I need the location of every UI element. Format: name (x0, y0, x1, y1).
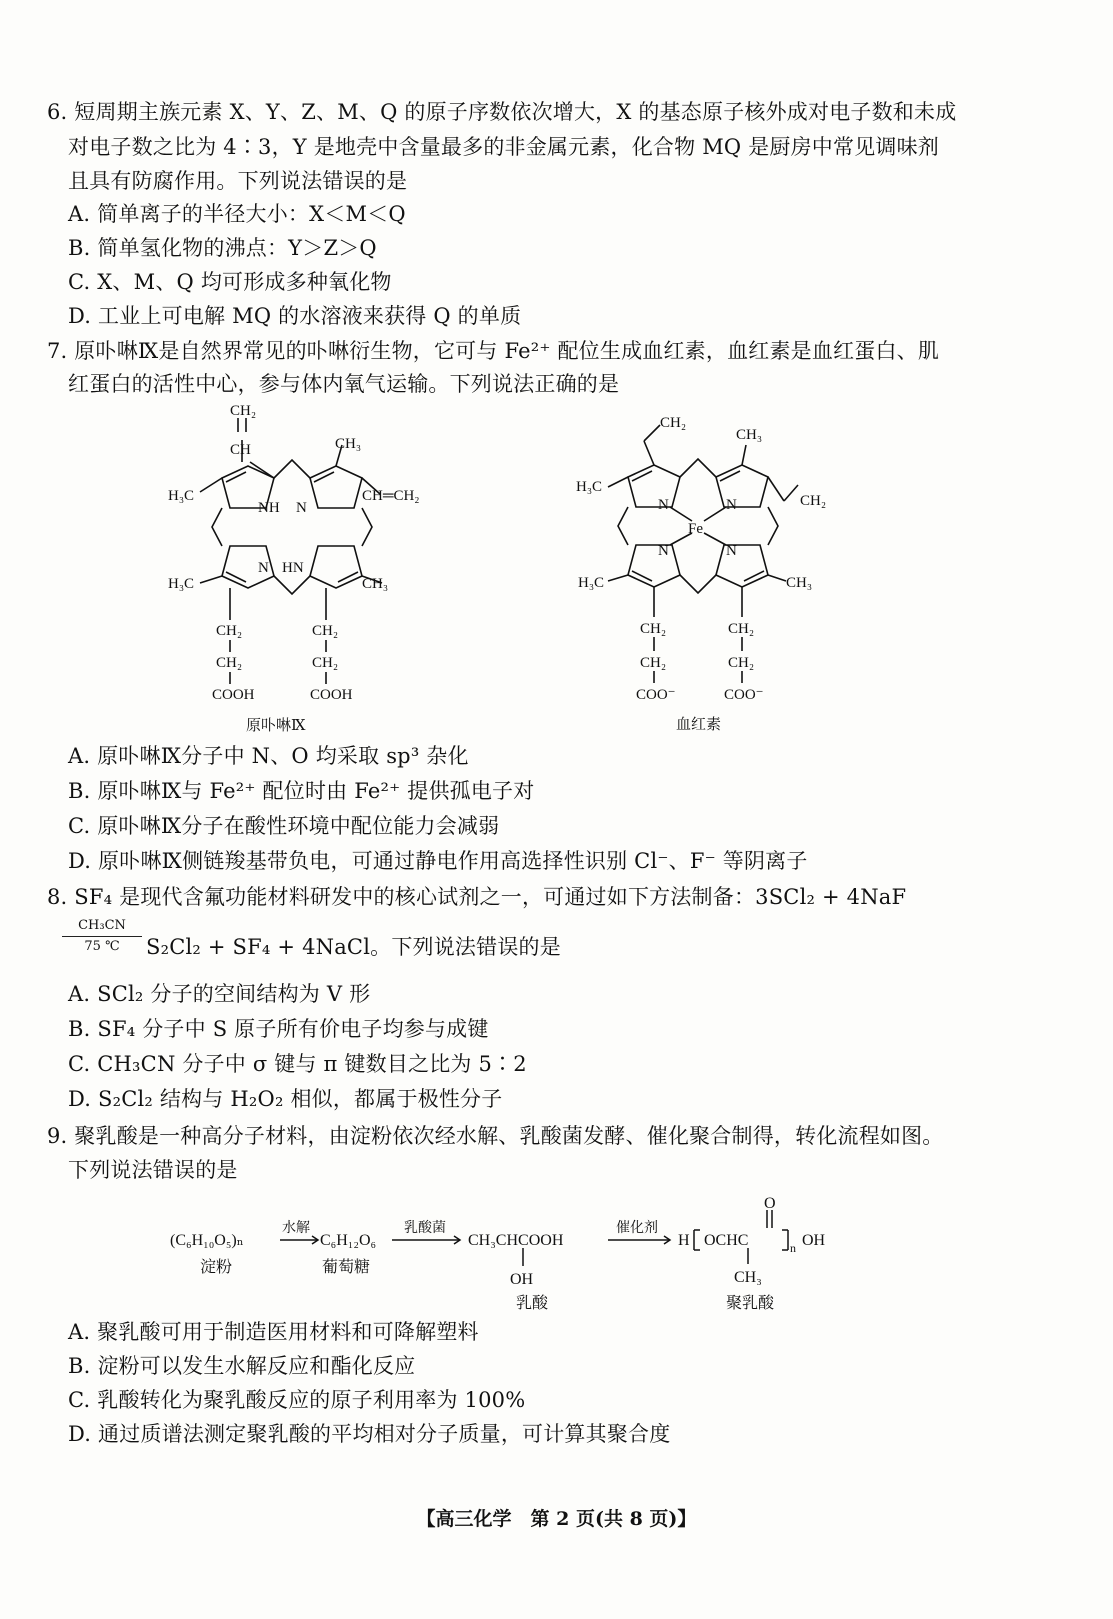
q8-stem-line-1: 8. SF₄ 是现代含氟功能材料研发中的核心试剂之一，可通过如下方法制备：3SCl₂ + 4NaF (47, 885, 907, 909)
heme-caption: 血红素 (676, 717, 722, 733)
heme-ch2-b2: CH₂ (728, 655, 755, 671)
q7-option-a: A. 原卟啉Ⅸ分子中 N、O 均采取 sp³ 杂化 (68, 744, 469, 768)
q9-stem-line-2: 下列说法错误的是 (68, 1158, 238, 1182)
pp-cooh-a: COOH (212, 687, 255, 703)
q7-option-d: D. 原卟啉Ⅸ侧链羧基带负电，可通过静电作用高选择性识别 Cl⁻、F⁻ 等阴离子 (68, 849, 808, 873)
pp-n-2: N (258, 560, 269, 576)
q8-option-d: D. S₂Cl₂ 结构与 H₂O₂ 相似，都属于极性分子 (68, 1087, 503, 1111)
pla-repeat-unit: OCHC (704, 1232, 749, 1249)
heme-ch2-b1: CH₂ (728, 621, 755, 637)
pp-ch2-a2: CH₂ (216, 655, 243, 671)
q8-reaction-condition (62, 918, 142, 955)
arrow-lactobacillus-label: 乳酸菌 (404, 1221, 446, 1236)
q9-option-a: A. 聚乳酸可用于制造医用材料和可降解塑料 (68, 1320, 479, 1344)
pp-ch3-top: CH₃ (335, 436, 362, 452)
q7-stem-line-1: 7. 原卟啉Ⅸ是自然界常见的卟啉衍生物，它可与 Fe²⁺ 配位生成血红素，血红素是血红蛋白、肌 (47, 339, 940, 363)
q8-option-c: C. CH₃CN 分子中 σ 键与 π 键数目之比为 5∶2 (68, 1052, 527, 1076)
heme-vinyl-top: CH₂ (660, 415, 687, 431)
q8-condition-bottom: 75 ℃ (84, 939, 120, 954)
q6-option-a: A. 简单离子的半径大小：X＜M＜Q (68, 202, 406, 226)
q6-stem-line-1: 6. 短周期主族元素 X、Y、Z、M、Q 的原子序数依次增大，X 的基态原子核外成对电子数和未成 (47, 100, 957, 124)
starch-name: 淀粉 (200, 1259, 233, 1276)
q9-option-c: C. 乳酸转化为聚乳酸反应的原子利用率为 100% (68, 1388, 526, 1412)
arrow-catalyst-label: 催化剂 (616, 1221, 658, 1236)
q8-option-b: B. SF₄ 分子中 S 原子所有价电子均参与成键 (68, 1017, 489, 1041)
q6-stem-line-3: 且具有防腐作用。下列说法错误的是 (68, 169, 408, 193)
lactic-acid-formula: CH₃CHCOOH (468, 1232, 564, 1249)
q6-stem-line-2: 对电子数之比为 4∶3，Y 是地壳中含量最多的非金属元素，化合物 MQ 是厨房中常见调味剂 (68, 135, 940, 159)
arrow-hydrolysis-label: 水解 (282, 1221, 310, 1236)
q8-stem-line-2: S₂Cl₂ + SF₄ + 4NaCl。下列说法错误的是 (146, 935, 561, 959)
pp-hn-2: HN (282, 560, 304, 576)
pla-ch3: CH₃ (734, 1269, 762, 1286)
heme-fe: Fe (688, 521, 703, 537)
q9-flow-diagram (170, 1190, 850, 1315)
starch-formula: (C₆H₁₀O₅)ₙ (170, 1232, 244, 1249)
q8-condition-top: CH₃CN (78, 918, 126, 933)
pp-top-ch: CH (230, 442, 251, 458)
pp-h3c-left-1: H₃C (168, 488, 195, 504)
q7-option-c: C. 原卟啉Ⅸ分子在酸性环境中配位能力会减弱 (68, 814, 500, 838)
heme-coo-b: COO⁻ (724, 687, 764, 703)
pp-ch3-right-2: CH₃ (362, 576, 389, 592)
pla-end-h: H (678, 1232, 690, 1249)
heme-vinyl-right: CH₂ (800, 493, 827, 509)
pla-subscript-n: n (790, 1241, 796, 1255)
pp-h3c-left-2: H₃C (168, 576, 195, 592)
heme-coo-a: COO⁻ (636, 687, 676, 703)
pla-name: 聚乳酸 (726, 1295, 775, 1312)
q9-option-d: D. 通过质谱法测定聚乳酸的平均相对分子质量，可计算其聚合度 (68, 1422, 671, 1446)
pp-n-1: N (296, 500, 307, 516)
glucose-name: 葡萄糖 (322, 1259, 371, 1276)
glucose-formula: C₆H₁₂O₆ (320, 1232, 377, 1249)
q7-option-b: B. 原卟啉Ⅸ与 Fe²⁺ 配位时由 Fe²⁺ 提供孤电子对 (68, 779, 535, 803)
heme-n-tl: N (658, 497, 669, 513)
pla-end-oh: OH (802, 1232, 826, 1249)
heme-ch2-a1: CH₂ (640, 621, 667, 637)
pp-cooh-b: COOH (310, 687, 353, 703)
q7-stem-line-2: 红蛋白的活性中心，参与体内氧气运输。下列说法正确的是 (68, 372, 620, 396)
heme-ch3-right-2: CH₃ (786, 575, 813, 591)
lactic-acid-name: 乳酸 (516, 1295, 549, 1312)
pp-vinyl-right: CH═CH₂ (362, 488, 420, 504)
pp-ch2-b2: CH₂ (312, 655, 339, 671)
protoporphyrin-structure (150, 400, 480, 740)
heme-h3c-left-1: H₃C (576, 479, 603, 495)
pp-ch2-b1: CH₂ (312, 623, 339, 639)
pp-caption: 原卟啉Ⅸ (246, 718, 306, 734)
heme-ch3-top: CH₃ (736, 427, 763, 443)
pp-ch2-a1: CH₂ (216, 623, 243, 639)
heme-n-bl: N (658, 543, 669, 559)
pp-top-ch2: CH₂ (230, 403, 257, 419)
q8-option-a: A. SCl₂ 分子的空间结构为 V 形 (68, 982, 371, 1006)
heme-n-tr: N (726, 497, 737, 513)
page-footer: 【高三化学 第 2 页(共 8 页)】 (416, 1508, 697, 1530)
q6-option-b: B. 简单氢化物的沸点：Y＞Z＞Q (68, 236, 377, 260)
heme-h3c-left-2: H₃C (578, 575, 605, 591)
pla-carbonyl-o: O (764, 1195, 776, 1212)
q9-stem-line-1: 9. 聚乳酸是一种高分子材料，由淀粉依次经水解、乳酸菌发酵、催化聚合制得，转化流程如图。 (47, 1124, 944, 1148)
heme-n-br: N (726, 543, 737, 559)
q9-option-b: B. 淀粉可以发生水解反应和酯化反应 (68, 1354, 416, 1378)
q6-option-c: C. X、M、Q 均可形成多种氧化物 (68, 270, 392, 294)
lactic-acid-oh: OH (510, 1271, 534, 1288)
q6-option-d: D. 工业上可电解 MQ 的水溶液来获得 Q 的单质 (68, 304, 522, 328)
pp-nh-1: NH (258, 500, 280, 516)
heme-structure (570, 405, 870, 740)
heme-ch2-a2: CH₂ (640, 655, 667, 671)
